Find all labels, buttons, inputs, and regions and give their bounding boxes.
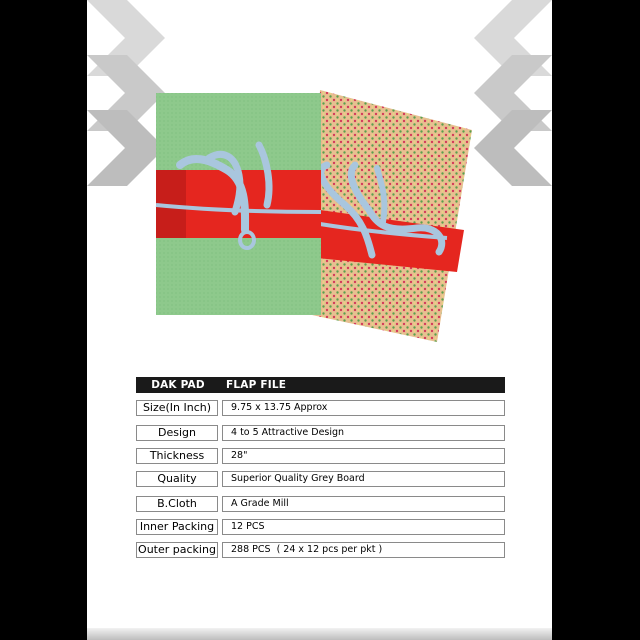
header-dak-pad: DAK PAD bbox=[151, 379, 205, 391]
row-label-size: Size(In Inch) bbox=[136, 400, 218, 416]
catalog-page bbox=[87, 0, 552, 640]
row-value-design: 4 to 5 Attractive Design bbox=[222, 425, 505, 441]
row-value-thickness: 28" bbox=[222, 448, 505, 464]
row-label-quality: Quality bbox=[136, 471, 218, 487]
row-label-inner-packing: Inner Packing bbox=[136, 519, 218, 535]
table-row bbox=[136, 448, 505, 464]
row-label-bcloth: B.Cloth bbox=[136, 496, 218, 512]
flap-file-image bbox=[312, 90, 472, 342]
bottom-strip bbox=[87, 628, 552, 640]
product-image-files bbox=[87, 0, 552, 360]
row-value-quality: Superior Quality Grey Board bbox=[222, 471, 505, 487]
table-row bbox=[136, 425, 505, 441]
row-label-design: Design bbox=[136, 425, 218, 441]
row-value-inner-packing: 12 PCS bbox=[222, 519, 505, 535]
row-label-thickness: Thickness bbox=[136, 448, 218, 464]
row-value-outer-packing: 288 PCS ( 24 x 12 pcs per pkt ) bbox=[222, 542, 505, 558]
row-value-size: 9.75 x 13.75 Approx bbox=[222, 400, 505, 416]
dak-pad-image bbox=[156, 93, 321, 315]
table-row bbox=[136, 400, 505, 416]
table-row bbox=[136, 471, 505, 487]
table-row bbox=[136, 496, 505, 512]
table-row bbox=[136, 519, 505, 535]
row-label-outer-packing: Outer packing bbox=[136, 542, 218, 558]
spec-table bbox=[136, 377, 505, 558]
table-row bbox=[136, 542, 505, 558]
row-value-bcloth: A Grade Mill bbox=[222, 496, 505, 512]
table-header bbox=[136, 377, 505, 393]
header-flap-file: FLAP FILE bbox=[226, 379, 287, 391]
